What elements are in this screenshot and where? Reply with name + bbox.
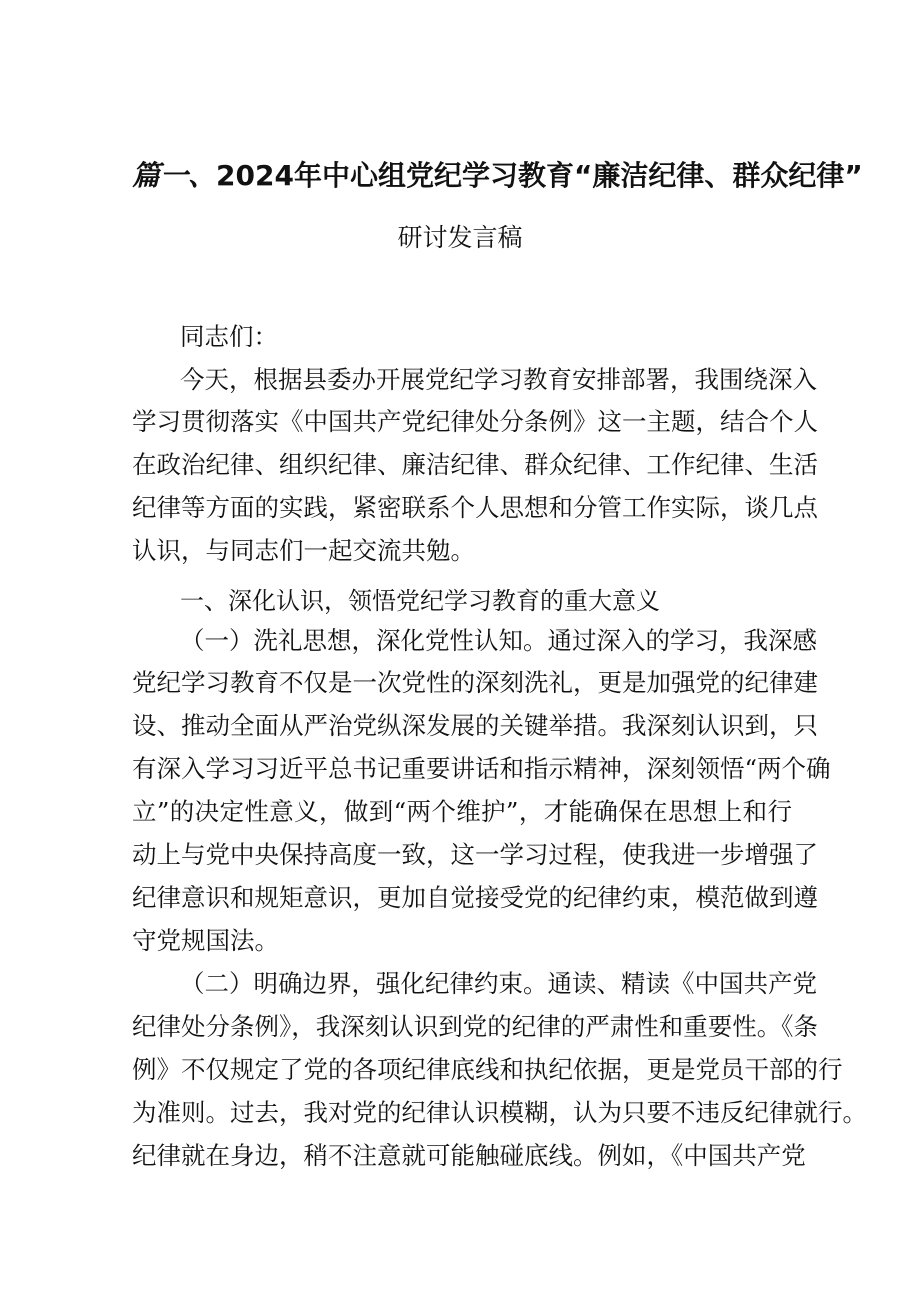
title-prefix: 篇一、	[132, 159, 217, 192]
salutation: 同志们：	[180, 322, 278, 351]
para2-line: 守党规国法。	[132, 926, 279, 955]
para2-line: 立”的决定性意义，做到“两个维护”，才能确保在思想上和行	[132, 797, 792, 826]
para1-line: 学习贯彻落实《中国共产党纪律处分条例》这一主题，结合个人	[132, 407, 818, 436]
title-main: 2024年中心组党纪学习教育“廉洁纪律、群众纪律”	[216, 159, 863, 192]
para2-line: 纪律意识和规矩意识，更加自觉接受党的纪律约束，模范做到遵	[132, 883, 818, 912]
para3-line: 为准则。过去，我对党的纪律认识模糊，认为只要不违反纪律就行。	[132, 1098, 867, 1127]
para3-line: 纪律就在身边，稍不注意就可能触碰底线。例如，《中国共产党	[132, 1141, 806, 1170]
para1-line: 在政治纪律、组织纪律、廉洁纪律、群众纪律、工作纪律、生活	[132, 450, 818, 479]
para2-line: 设、推动全面从严治党纵深发展的关键举措。我深刻认识到，只	[132, 711, 818, 740]
section-heading-1: 一、深化认识，领悟党纪学习教育的重大意义	[180, 587, 660, 615]
document-title	[132, 158, 863, 194]
para3-line: （二）明确边界，强化纪律约束。通读、精读《中国共产党	[180, 969, 817, 998]
para2-line: （一）洗礼思想，深化党性认知。通过深入的学习，我深感	[180, 626, 817, 655]
para1-line: 认识，与同志们一起交流共勉。	[132, 536, 475, 565]
para3-line: 纪律处分条例》，我深刻认识到党的纪律的严肃性和重要性。《条	[132, 1012, 818, 1041]
para2-line: 党纪学习教育不仅是一次党性的深刻洗礼，更是加强党的纪律建	[132, 668, 818, 697]
para1-line: 纪律等方面的实践，紧密联系个人思想和分管工作实际，谈几点	[132, 493, 818, 522]
para1-line: 今天，根据县委办开展党纪学习教育安排部署，我围绕深入	[180, 365, 817, 394]
para3-line: 例》不仅规定了党的各项纪律底线和执纪依据，更是党员干部的行	[132, 1055, 843, 1084]
document-subtitle: 研讨发言稿	[397, 223, 523, 252]
para2-line: 有深入学习习近平总书记重要讲话和指示精神，深刻领悟“两个确	[132, 754, 831, 783]
para2-line: 动上与党中央保持高度一致，这一学习过程，使我进一步增强了	[132, 840, 818, 869]
